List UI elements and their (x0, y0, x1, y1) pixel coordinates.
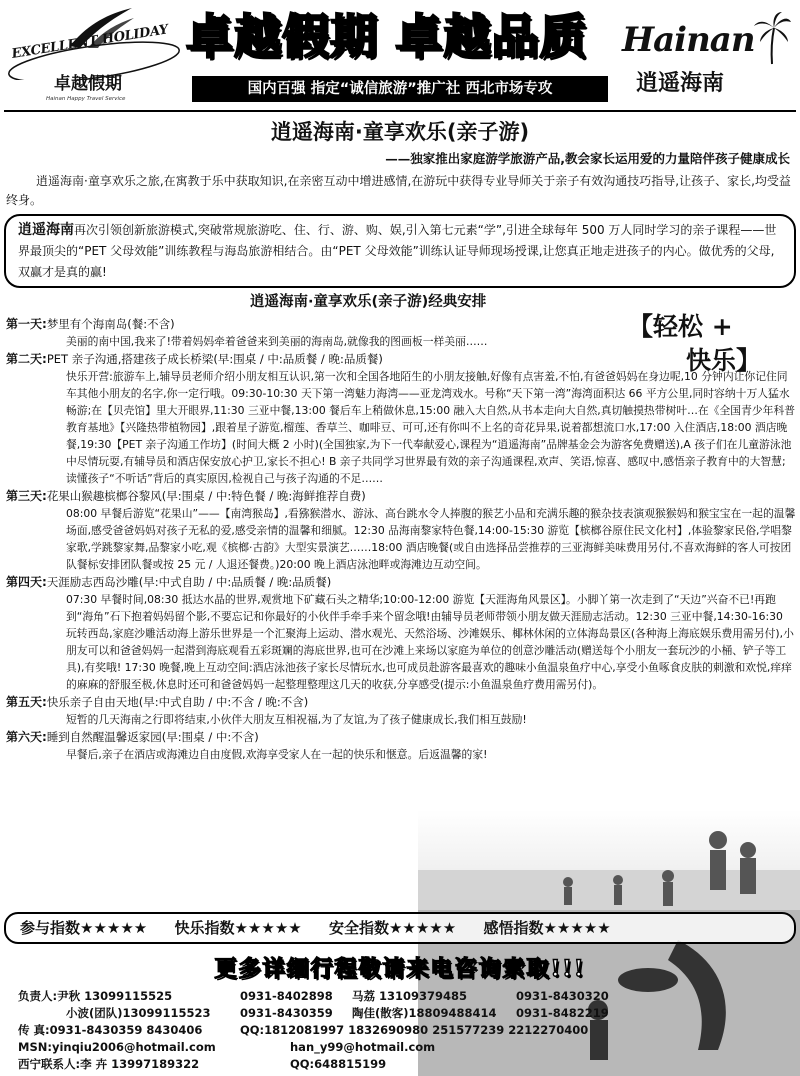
contact-row-4 (18, 1039, 798, 1056)
rating-box (4, 912, 796, 944)
contact-mali-tel: 0931-8430320 (516, 989, 609, 1003)
day-1-title: 梦里有个海南岛(餐:不含) (46, 317, 175, 331)
day-1-body: 美丽的南中国,我来了!带着妈妈牵着爸爸来到美丽的海南岛,就像我的图画板一样美丽…… (66, 335, 488, 348)
day-3-body: 08:00 早餐后游览“花果山”——【南湾猴岛】,看猕猴潜水、游泳、高台跳水令人捧腹的猴艺小品和充满乐趣的猴杂技表演观猴猴妈和猴宝宝在一起的温馨场面,感受爸爸妈妈对孩子无私的爱,感受亲情的温馨和细腻。12:30 品海南黎家特色餐,14:00-15:30 游览【槟榔谷原住民文化村】,体验黎家民俗,学唱黎家歌,学跳黎家舞,品黎家小吃,观《槟榔·古韵》大型实景演艺……18:00 酒店晚餐(或自由选择品尝推荐的三亚海鲜美味费用另付,不喜欢海鲜的客人可按团队餐标安排团队餐或按 25 元 / 人退还餐费。)20:00 晚上酒店泳池畔或海滩边互动空间。 (66, 507, 796, 571)
header (0, 0, 800, 112)
rating-insight: 感悟指数★★★★★ (483, 919, 611, 937)
tagline-banner: 国内百强 指定“诚信旅游”推广社 西北市场专攻 (192, 76, 608, 102)
excellent-holiday-logo (6, 4, 182, 106)
logo-chinese-text: 卓越假期 (54, 74, 122, 94)
day-2-label: 第二天: (6, 352, 47, 366)
slogan: 卓越假期 卓越品质 (186, 10, 588, 65)
day-1 (6, 316, 796, 350)
contact-xiaobo-tel: 0931-8430359 (240, 1006, 333, 1020)
day-3 (6, 488, 796, 573)
header-divider (4, 110, 796, 112)
day-4-label: 第四天: (6, 575, 47, 589)
highlight-text: 再次引领创新旅游模式,突破常规旅游吃、住、行、游、购、娱,引入第七元素“学”,引进全球每年 500 万人同时学习的亲子课程——世界最顶尖的“PET 父母效能”训练教程与海岛旅游相结合。由“PET 父母效能”训练认证导师现场授课,让您真正地走进孩子的内心。做优秀的父母,双赢才是真的赢! (18, 223, 777, 279)
contact-row-5 (18, 1056, 798, 1073)
contact-xiaobo: 小波(团队)13099115523 (66, 1006, 211, 1020)
contact-row-3 (18, 1022, 798, 1039)
contact-fax: 传 真:0931-8430359 8430406 (18, 1023, 203, 1037)
day-3-title: 花果山猴趣槟榔谷黎风(早:围桌 / 中:特色餐 / 晚:海鲜推荐自费) (46, 489, 366, 503)
relax-line-1: 【轻松 + (628, 312, 733, 341)
contact-taojia: 陶佳(散客)18809488414 (352, 1006, 497, 1020)
contact-msn-2: han_y99@hotmail.com (290, 1040, 436, 1054)
contact-row-1 (18, 988, 798, 1005)
rating-safety: 安全指数★★★★★ (328, 919, 457, 937)
logo-subtitle: Hainan Happy Travel Service (46, 96, 126, 102)
day-4 (6, 574, 796, 693)
hainan-logo (616, 4, 796, 106)
highlight-box (4, 214, 796, 288)
page-title: 逍遥海南·童享欢乐(亲子游) (270, 120, 530, 144)
contact-msn-1: MSN:yinqiu2006@hotmail.com (18, 1040, 216, 1054)
contact-xining-qq: QQ:648815199 (290, 1057, 387, 1071)
itinerary (6, 316, 796, 764)
hainan-script-text: Hainan (622, 20, 755, 60)
logo-english-text: EXCELLENT HOLIDAY (10, 22, 170, 62)
day-6-label: 第六天: (6, 730, 47, 744)
palm-tree-icon (752, 10, 792, 66)
contact-qq: QQ:1812081997 1832690980 251577239 2212270400 (240, 1023, 589, 1037)
day-5-title: 快乐亲子自由天地(早:中式自助 / 中:不含 / 晚:不含) (46, 695, 309, 709)
highlight-lead: 逍遥海南 (18, 222, 74, 238)
rating-participation: 参与指数★★★★★ (20, 919, 148, 937)
intro-paragraph: 逍遥海南·童享欢乐之旅,在寓教于乐中获取知识,在亲密互动中增进感情,在游玩中获得专业导师关于亲子有效沟通技巧指导,让孩子、家长,均受益终身。 (6, 174, 791, 207)
contact-manager-tel: 0931-8402898 (240, 989, 333, 1003)
day-2-title: PET 亲子沟通,搭建孩子成长桥梁(早:围桌 / 中:品质餐 / 晚:品质餐) (46, 352, 383, 366)
day-6-body: 早餐后,亲子在酒店或海滩边自由度假,欢海享受家人在一起的快乐和惬意。后返温馨的家! (66, 748, 488, 761)
relax-line-2: 快乐】 (686, 346, 762, 375)
day-2 (6, 351, 796, 487)
contacts (18, 988, 798, 1073)
page-subtitle: ——独家推出家庭游学旅游产品,教会家长运用爱的力量陪伴孩子健康成长 (385, 151, 790, 166)
day-6-title: 睡到自然醒温馨返家园(早:围桌 / 中:不含) (46, 730, 259, 744)
day-4-title: 天涯励志西岛沙雕(早:中式自助 / 中:品质餐 / 晚:品质餐) (46, 575, 332, 589)
contact-row-2 (18, 1005, 798, 1022)
contact-taojia-tel: 0931-8482219 (516, 1006, 609, 1020)
day-1-label: 第一天: (6, 317, 47, 331)
day-3-label: 第三天: (6, 489, 47, 503)
call-to-action: 更多详细行程敬请来电咨询索取!!! (214, 956, 586, 982)
contact-xining: 西宁联系人:李 卉 13997189322 (18, 1057, 200, 1071)
day-2-body: 快乐开营:旅游车上,辅导员老师介绍小朋友相互认识,第一次和全国各地陌生的小朋友接触,好像有点害羞,不怕,有爸爸妈妈在身边呢,10 分钟内让你记住同车其他小朋友的名字,你一定行哦。09:30-10:30 天下第一湾魅力海湾——亚龙湾戏水。号称“天下第一湾”海湾面积达 66 平方公里,同时容纳十万人猛水畅游;在【贝壳馆】里大开眼界,11:30 三亚中餐,13:00 餐后车上稍做休息,15:00 融入大自然,从书本走向大自然,真切触摸热带树叶…在《全国青少年科普教育基地》【兴隆热带植物园】,跟着星子游览,榴莲、香草兰、咖啡豆、可可,还有你叫不上名的奇花异果,说着都想流口水,17:00 入住酒店,18:00 酒店晚餐,19:30【PET 亲子沟通工作坊】(时间大概 2 小时)(全国独家,为下一代奉献爱心,课程为“逍遥海南”品牌基金会为游客免费赠送),A 孩子们在儿童游泳池中尽情玩耍,有辅导员和酒店保安放心护卫,家长不担心! B 亲子共同学习世界最有效的亲子沟通课程,欢声、笑语,惊喜、感叹中,感悟亲子教育中的大智慧;读懂孩子“不听话”背后的真实原因,检视自己与孩子沟通的不足…… (66, 370, 796, 485)
day-5-label: 第五天: (6, 695, 47, 709)
day-4-body: 07:30 早餐时间,08:30 抵达水晶的世界,观赏地下矿藏石头之精华;10:00-12:00 游览【天涯海角风景区】。小脚丫第一次走到了“天边”兴奋不已!再跑到“海角”石下抱着妈妈留个影,不要忘记和你最好的小伙伴手牵手来个留念哦!由辅导员老师带领小朋友做天涯励志活动。12:30 三亚中餐,14:30-16:30 玩转西岛,家庭沙雕活动海上游乐世界是一个汇聚海上运动、潜水观光、天然浴场、沙滩娱乐、椰林休闲的立体海岛景区(各种海上海底娱乐费用需另付),小朋友可以和爸爸妈妈一起潜到海底观看五彩斑斓的海底世界,也可在沙滩上来场以家庭为单位的创意沙雕活动(赠送每个小朋友一套玩沙的小桶、铲子等工具),有奖哦! 17:30 晚餐,晚上互动空间:酒店泳池孩子家长尽情玩水,也可成员赴游客最喜欢的趣味小鱼温泉鱼疗中心,享受小鱼啄食皮肤的刺激和欢悦,痒痒的麻麻的舒服至极,休息时还可和爸爸妈妈一起整理整理这几天的收获,分享感受(提示:小鱼温泉鱼疗费用需另付)。 (66, 593, 794, 691)
rating-fun: 快乐指数★★★★★ (174, 919, 302, 937)
contact-manager: 负责人:尹秋 13099115525 (18, 989, 173, 1003)
day-5 (6, 694, 796, 728)
itinerary-section-title: 逍遥海南·童享欢乐(亲子游)经典安排 (250, 294, 487, 310)
contact-mali: 马荔 13109379485 (352, 989, 468, 1003)
day-6 (6, 729, 796, 763)
xiaoyao-hainan-text: 逍遥海南 (636, 71, 725, 96)
day-5-body: 短暂的几天海南之行即将结束,小伙伴大朋友互相祝福,为了友谊,为了孩子健康成长,我们相互鼓励! (66, 713, 527, 726)
